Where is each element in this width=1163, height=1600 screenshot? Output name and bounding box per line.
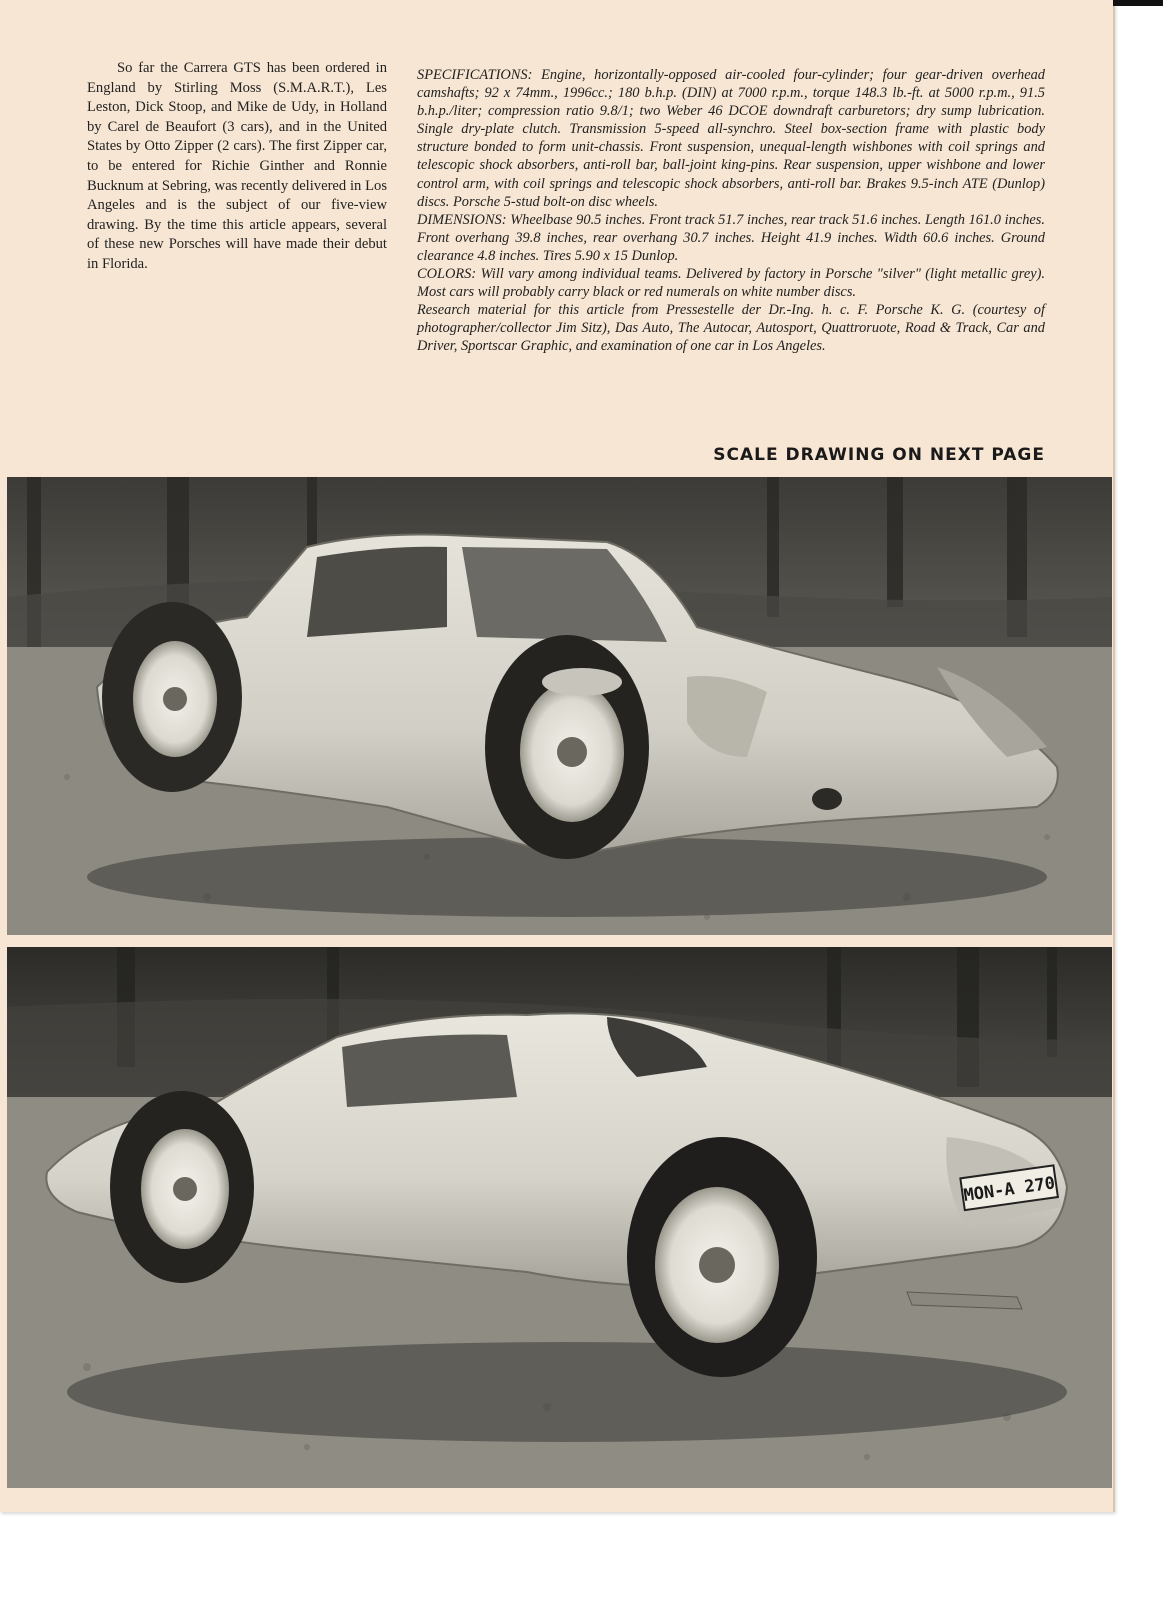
dimensions-text: Wheelbase 90.5 inches. Front track 51.7 inches, rear track 51.6 inches. Length 161.0 inches. Front overhang 39.8 inches, rear overhang 30.7 inches. Height 41.9 inches. Width 60.6 inches. Ground clearance 4.8 inches. Tires 5.90 x 15 Dunlop. xyxy=(417,211,1045,264)
specifications-text: Engine, horizontally-opposed air-cooled four-cylinder; four gear-driven overhead camshafts; 92 x 74mm., 1996cc.; 180 b.h.p. (DIN) at 7000 r.p.m., torque 148.3 lb.-ft. at 5000 r.p.m., 91.5 b.h.p./liter; compression ratio 9.8/1; two Weber 46 DCOE downdraft carburetors; dry sump lubrication. Single dry-plate clutch. Transmission 5-speed all-synchro. Steel box-section frame with plastic body structure bonded to form unit-chassis. Front suspension, unequal-length wishbones with coil springs and telescopic shock absorbers, anti-roll bar, ball-joint king-pins. Rear suspension, upper wishbone and lower control arm, with coil springs and telescopic shock absorbers, anti-roll bar. Brakes 9.5-inch ATE (Dunlop) discs. Porsche 5-stud bolt-on disc wheels. xyxy=(417,67,1045,210)
specifications-label: SPECIFICATIONS: xyxy=(417,67,533,83)
specs-column xyxy=(417,66,1045,356)
intro-paragraph: So far the Carrera GTS has been ordered in England by Stirling Moss (S.M.A.R.T.), Les Leston, Dick Stoop, and Mike de Udy, in Holland by Carel de Beaufort (3 cars), and in the United States by Otto Zipper (2 cars). The first Zipper car, to be entered for Richie Ginther and Ronnie Bucknum at Sebring, was recently delivered in Los Angeles and is the subject of our five-view drawing. By the time this article appears, several of these new Porsches will have made their debut in Florida. xyxy=(87,60,387,272)
colors-block xyxy=(417,265,1045,301)
scale-drawing-heading: SCALE DRAWING ON NEXT PAGE xyxy=(713,445,1045,465)
colors-label: COLORS: xyxy=(417,266,477,283)
car-front-photo xyxy=(7,477,1112,935)
license-plate-text: MON-A 270 xyxy=(962,1173,1057,1207)
car-rear-photo xyxy=(7,947,1112,1488)
intro-column xyxy=(87,59,387,275)
dimensions-block xyxy=(417,211,1045,265)
colors-text: Will vary among individual teams. Delivered by factory in Porsche "silver" (light metallic grey). Most cars will probably carry black or red numerals on white number discs. xyxy=(417,266,1045,301)
specifications-block xyxy=(417,66,1045,211)
research-credit: Research material for this article from Pressestelle der Dr.-Ing. h. c. F. Porsche K. G. (courtesy of photographer/collector Jim Sitz), Das Auto, The Autocar, Autosport, Quattroruote, Road & Track, Car and Driver, Sportscar Graphic, and examination of one car in Los Angeles. xyxy=(417,302,1045,355)
scan-edge xyxy=(1113,0,1163,6)
dimensions-label: DIMENSIONS: xyxy=(417,211,507,228)
